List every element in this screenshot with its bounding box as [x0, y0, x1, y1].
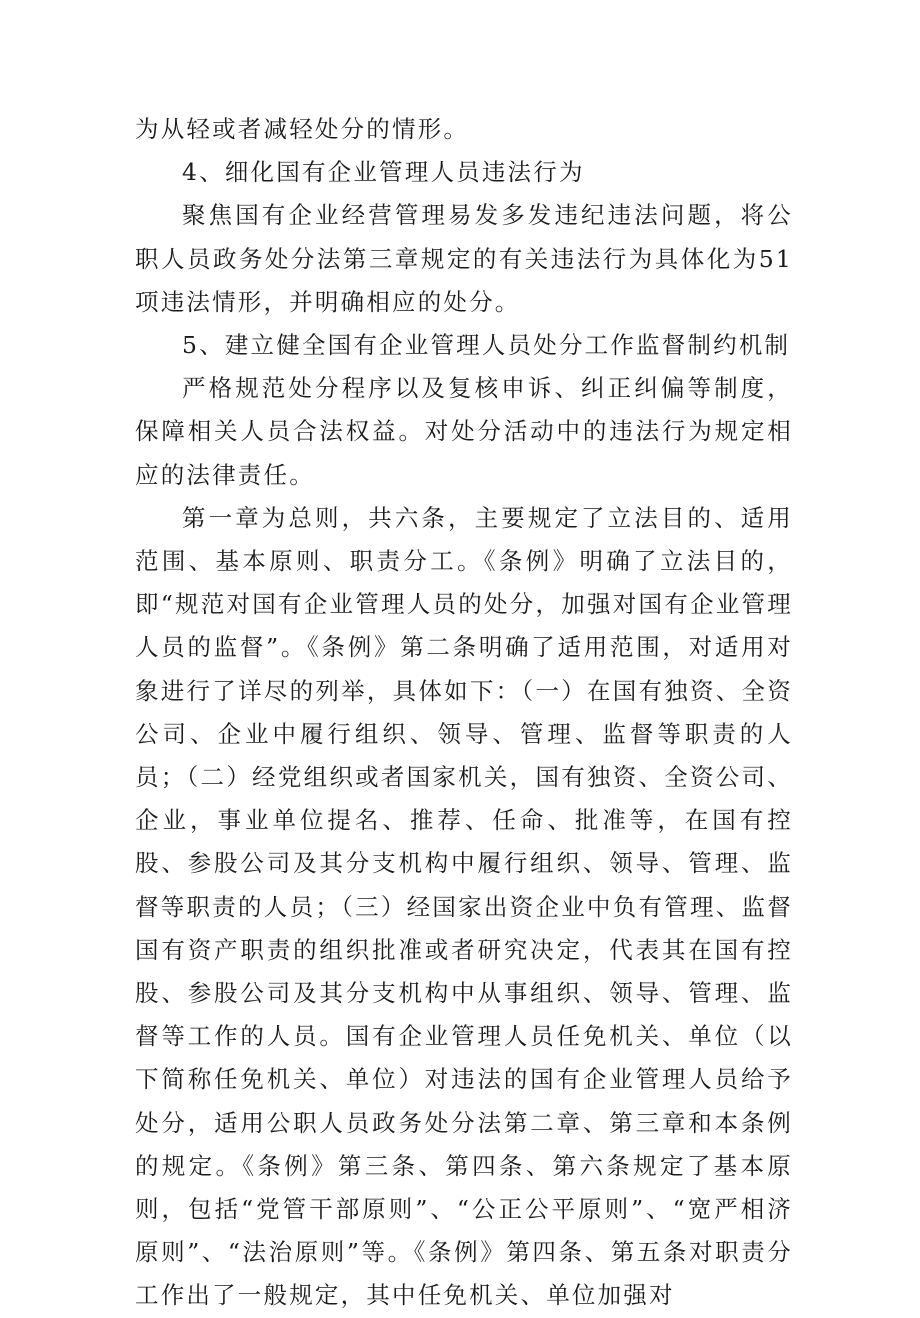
paragraph-section-5: 严格规范处分程序以及复核申诉、纠正纠偏等制度，保障相关人员合法权益。对处分活动中的违法行为规定相应的法律责任。 — [135, 374, 793, 489]
document-body — [135, 108, 793, 1318]
section-heading-4: 4、细化国有企业管理人员违法行为 — [182, 158, 585, 187]
paragraph-chapter-one: 第一章为总则，共六条，主要规定了立法目的、适用范围、基本原则、职责分工。《条例》明确了立法目的，即“规范对国有企业管理人员的处分，加强对国有企业管理人员的监督”。《条例》第二条明确了适用范围，对适用对象进行了详尽的列举，具体如下：（一）在国有独资、全资公司、企业中履行组织、领导、管理、监督等职责的人员；（二）经党组织或者国家机关，国有独资、全资公司、企业，事业单位提名、推荐、任命、批准等，在国有控股、参股公司及其分支机构中履行组织、领导、管理、监督等职责的人员；（三）经国家出资企业中负有管理、监督国有资产职责的组织批准或者研究决定，代表其在国有控股、参股公司及其分支机构中从事组织、领导、管理、监督等工作的人员。国有企业管理人员任免机关、单位（以下简称任免机关、单位）对违法的国有企业管理人员给予处分，适用公职人员政务处分法第二章、第三章和本条例的规定。《条例》第三条、第四条、第六条规定了基本原则，包括“党管干部原则”、“公正公平原则”、“宽严相济原则”、“法治原则”等。《条例》第四条、第五条对职责分工作出了一般规定，其中任免机关、单位加强对 — [135, 503, 793, 1310]
paragraph-continuation: 为从轻或者减轻处分的情形。 — [135, 115, 470, 143]
section-heading-5: 5、建立健全国有企业管理人员处分工作监督制约机制 — [182, 331, 791, 360]
paragraph-section-4: 聚焦国有企业经营管理易发多发违纪违法问题，将公职人员政务处分法第三章规定的有关违法行为具体化为51项违法情形，并明确相应的处分。 — [135, 201, 793, 316]
